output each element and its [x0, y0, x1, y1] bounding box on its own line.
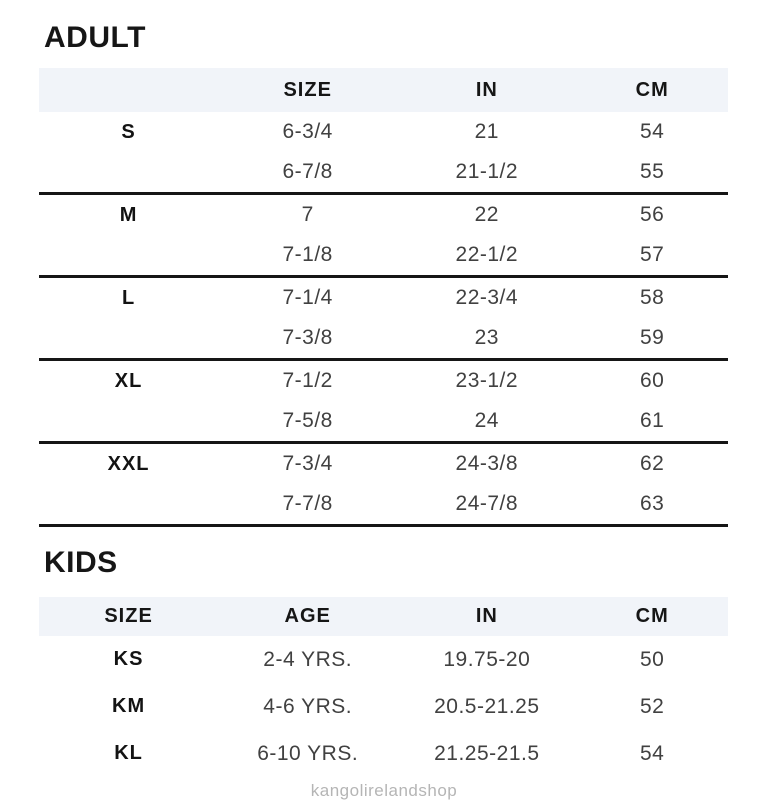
kids-header-row: [39, 597, 728, 636]
column-header-cm: CM: [576, 597, 728, 636]
size-group-label-empty: [39, 401, 218, 443]
size-cell: 7-1/2: [282, 369, 333, 392]
in-cell: 24-7/8: [397, 484, 576, 526]
in-cell: 24-3/8: [455, 452, 519, 475]
table-row: [39, 443, 728, 485]
cm-cell: 63: [576, 484, 728, 526]
in-cell: 21: [474, 120, 499, 143]
table-row: [39, 318, 728, 360]
cm-cell: 61: [576, 401, 728, 443]
size-cell: 7-3/4: [282, 452, 333, 475]
size-cell: 7-3/8: [218, 318, 397, 360]
table-row: [39, 683, 728, 730]
in-cell: 22: [474, 203, 499, 226]
table-row: [39, 636, 728, 683]
size-group-label: S: [121, 120, 136, 143]
cm-cell: 62: [640, 452, 665, 475]
size-group-label: KM: [112, 695, 146, 717]
size-cell: 7-1/8: [218, 235, 397, 277]
in-cell: 19.75-20: [443, 647, 531, 671]
size-group-label-empty: [39, 484, 218, 526]
size-group-label: XL: [114, 369, 143, 392]
age-cell: 4-6 YRS.: [263, 694, 353, 718]
column-header-age: AGE: [218, 597, 397, 636]
size-cell: 6-3/4: [282, 120, 333, 143]
in-cell: 21.25-21.5: [434, 741, 540, 765]
table-row: [39, 152, 728, 194]
size-cell: 7-5/8: [218, 401, 397, 443]
column-header-size: SIZE: [39, 597, 218, 636]
cm-cell: 60: [640, 369, 665, 392]
age-cell: 2-4 YRS.: [263, 647, 353, 671]
table-row: [39, 235, 728, 277]
size-group-label: KS: [113, 648, 144, 670]
kids-size-table: [39, 597, 728, 777]
size-group-label: M: [119, 203, 138, 226]
table-row: [39, 277, 728, 319]
cm-cell: 56: [640, 203, 665, 226]
in-cell: 20.5-21.25: [434, 694, 540, 718]
in-cell: 21-1/2: [397, 152, 576, 194]
size-cell: 7: [301, 203, 314, 226]
column-header-blank: [39, 68, 218, 112]
cm-cell: 57: [576, 235, 728, 277]
kids-section-title: KIDS: [44, 546, 118, 579]
size-group-label-empty: [39, 235, 218, 277]
cm-cell: 59: [576, 318, 728, 360]
cm-cell: 54: [640, 120, 665, 143]
in-cell: 23: [397, 318, 576, 360]
column-header-in: IN: [397, 68, 576, 112]
size-group-label-empty: [39, 152, 218, 194]
adult-section-title: ADULT: [44, 21, 146, 54]
table-row: [39, 730, 728, 777]
cm-cell: 55: [576, 152, 728, 194]
table-row: [39, 484, 728, 526]
size-cell: 6-7/8: [218, 152, 397, 194]
in-cell: 22-3/4: [455, 286, 519, 309]
size-cell: 7-1/4: [282, 286, 333, 309]
cm-cell: 52: [640, 694, 665, 718]
cm-cell: 58: [640, 286, 665, 309]
in-cell: 22-1/2: [397, 235, 576, 277]
size-group-label-empty: [39, 318, 218, 360]
table-row: [39, 401, 728, 443]
age-cell: 6-10 YRS.: [257, 741, 359, 765]
adult-header-row: [39, 68, 728, 112]
column-header-in: IN: [397, 597, 576, 636]
table-row: [39, 194, 728, 236]
table-row: [39, 112, 728, 152]
adult-size-table: [39, 68, 728, 527]
column-header-size: SIZE: [218, 68, 397, 112]
cm-cell: 50: [640, 647, 665, 671]
size-cell: 7-7/8: [218, 484, 397, 526]
watermark: kangolirelandshop: [310, 781, 458, 800]
column-header-cm: CM: [576, 68, 728, 112]
size-group-label: L: [121, 286, 136, 309]
size-group-label: KL: [114, 742, 143, 764]
in-cell: 24: [397, 401, 576, 443]
cm-cell: 54: [640, 741, 665, 765]
in-cell: 23-1/2: [455, 369, 519, 392]
table-row: [39, 360, 728, 402]
size-group-label: XXL: [107, 452, 150, 475]
